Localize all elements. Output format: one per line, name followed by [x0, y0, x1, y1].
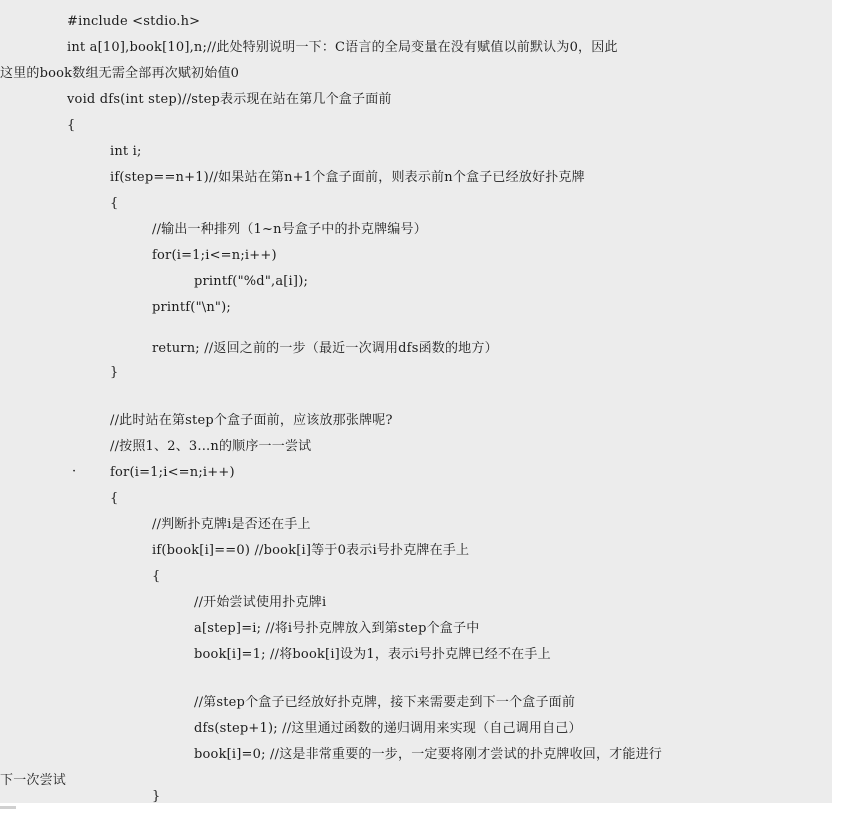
stray-dot-mark: · — [72, 464, 77, 479]
code-line-20: { — [110, 491, 119, 506]
code-line-9: //输出一种排列（1~n号盒子中的扑克牌编号） — [152, 222, 427, 237]
code-line-1: #include <stdio.h> — [67, 14, 201, 29]
code-line-2: int a[10],book[10],n;//此处特别说明一下：C语言的全局变量在没有赋值以前默认为0，因此 — [67, 40, 618, 55]
page-edge-mark — [0, 806, 16, 809]
code-line-14: return; //返回之前的一步（最近一次调用dfs函数的地方） — [152, 341, 498, 356]
code-line-10: for(i=1;i<=n;i++) — [152, 248, 277, 263]
code-line-28: //第step个盒子已经放好扑克牌，接下来需要走到下一个盒子面前 — [194, 695, 576, 710]
code-line-26: book[i]=1; //将book[i]设为1，表示i号扑克牌已经不在手上 — [194, 647, 551, 662]
code-line-24: //开始尝试使用扑克牌i — [194, 595, 327, 610]
code-line-4: void dfs(int step)//step表示现在站在第几个盒子面前 — [67, 92, 392, 107]
code-line-6: int i; — [110, 144, 142, 159]
code-line-7: if(step==n+1)//如果站在第n+1个盒子面前，则表示前n个盒子已经放好扑克牌 — [110, 170, 585, 185]
code-line-31: 下一次尝试 — [0, 773, 67, 788]
code-line-17: //此时站在第step个盒子面前，应该放那张牌呢? — [110, 413, 393, 428]
code-line-11: printf("%d",a[i]); — [194, 274, 309, 289]
code-line-25: a[step]=i; //将i号扑克牌放入到第step个盒子中 — [194, 621, 480, 636]
code-line-8: { — [110, 196, 119, 211]
code-line-5: { — [67, 118, 76, 133]
code-line-23: { — [152, 569, 161, 584]
code-line-18: //按照1、2、3...n的顺序一一尝试 — [110, 439, 312, 454]
code-line-12: printf("\n"); — [152, 300, 231, 315]
code-line-21: //判断扑克牌i是否还在手上 — [152, 517, 311, 532]
code-line-3: 这里的book数组无需全部再次赋初始值0 — [0, 66, 240, 81]
code-line-22: if(book[i]==0) //book[i]等于0表示i号扑克牌在手上 — [152, 543, 470, 558]
code-line-30: book[i]=0; //这是非常重要的一步，一定要将刚才尝试的扑克牌收回，才能进行 — [194, 747, 662, 762]
code-line-29: dfs(step+1); //这里通过函数的递归调用来实现（自己调用自己） — [194, 721, 582, 736]
code-line-15: } — [110, 365, 119, 380]
code-line-19: for(i=1;i<=n;i++) — [110, 465, 235, 480]
code-line-32: } — [152, 789, 161, 804]
